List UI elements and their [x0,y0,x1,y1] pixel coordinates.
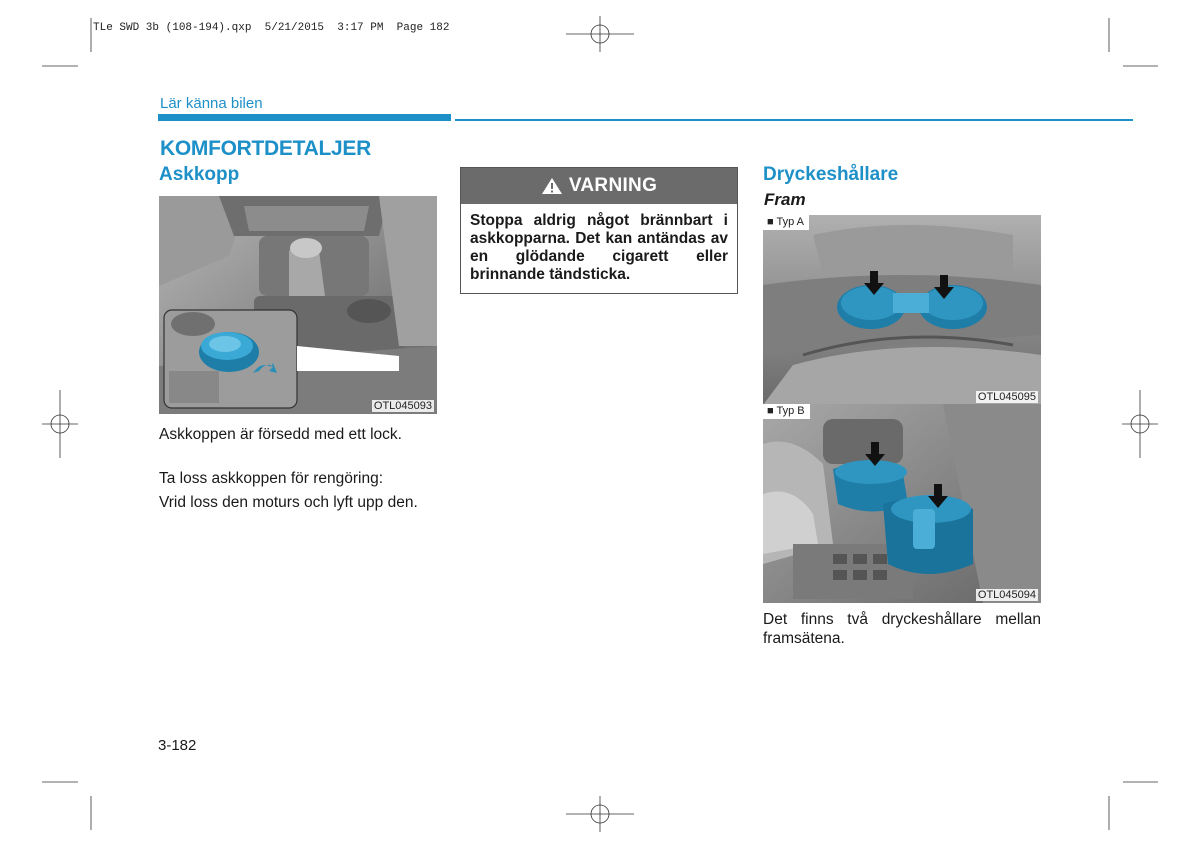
warning-triangle-icon [541,177,563,195]
header-rule-thick [158,114,451,121]
ashtray-heading: Askkopp [159,164,240,185]
warning-text: Stoppa aldrig något brännbart i askkopparna. Det kan antändas av en glödande cigarett eller brinnande tändsticka. [470,212,728,283]
warning-label: VARNING [568,175,658,196]
type-a-label: ■ Typ A [763,215,809,230]
cupholder-type-b-image [763,404,1041,603]
print-slug: TLe SWD 3b (108-194).qxp 5/21/2015 3:17 PM Page 182 [93,22,450,34]
type-b-label: ■ Typ B [763,404,810,419]
ashtray-para-1: Askkoppen är försedd med ett lock. [159,426,402,443]
cupholder-type-a-image [763,215,1041,405]
warning-header [461,168,737,204]
cupholder-description: Det finns två dryckeshållare mellan framsätena. [763,611,1041,647]
cupholder-heading: Dryckeshållare [763,164,899,185]
chapter-header: Lär känna bilen [160,95,263,112]
header-rule-thin [455,119,1133,121]
cupholder-subheading: Fram [764,190,806,209]
type-b-code: OTL045094 [977,589,1036,601]
ashtray-image-code: OTL045093 [373,400,432,412]
page-title: KOMFORTDETALJER [160,137,371,160]
type-a-code: OTL045095 [977,391,1036,403]
ashtray-image [159,196,437,414]
ashtray-para-2: Ta loss askkoppen för rengöring: [159,470,384,487]
ashtray-para-3: Vrid loss den moturs och lyft upp den. [159,494,418,511]
warning-box [460,167,738,294]
page-number: 3-182 [158,737,197,754]
